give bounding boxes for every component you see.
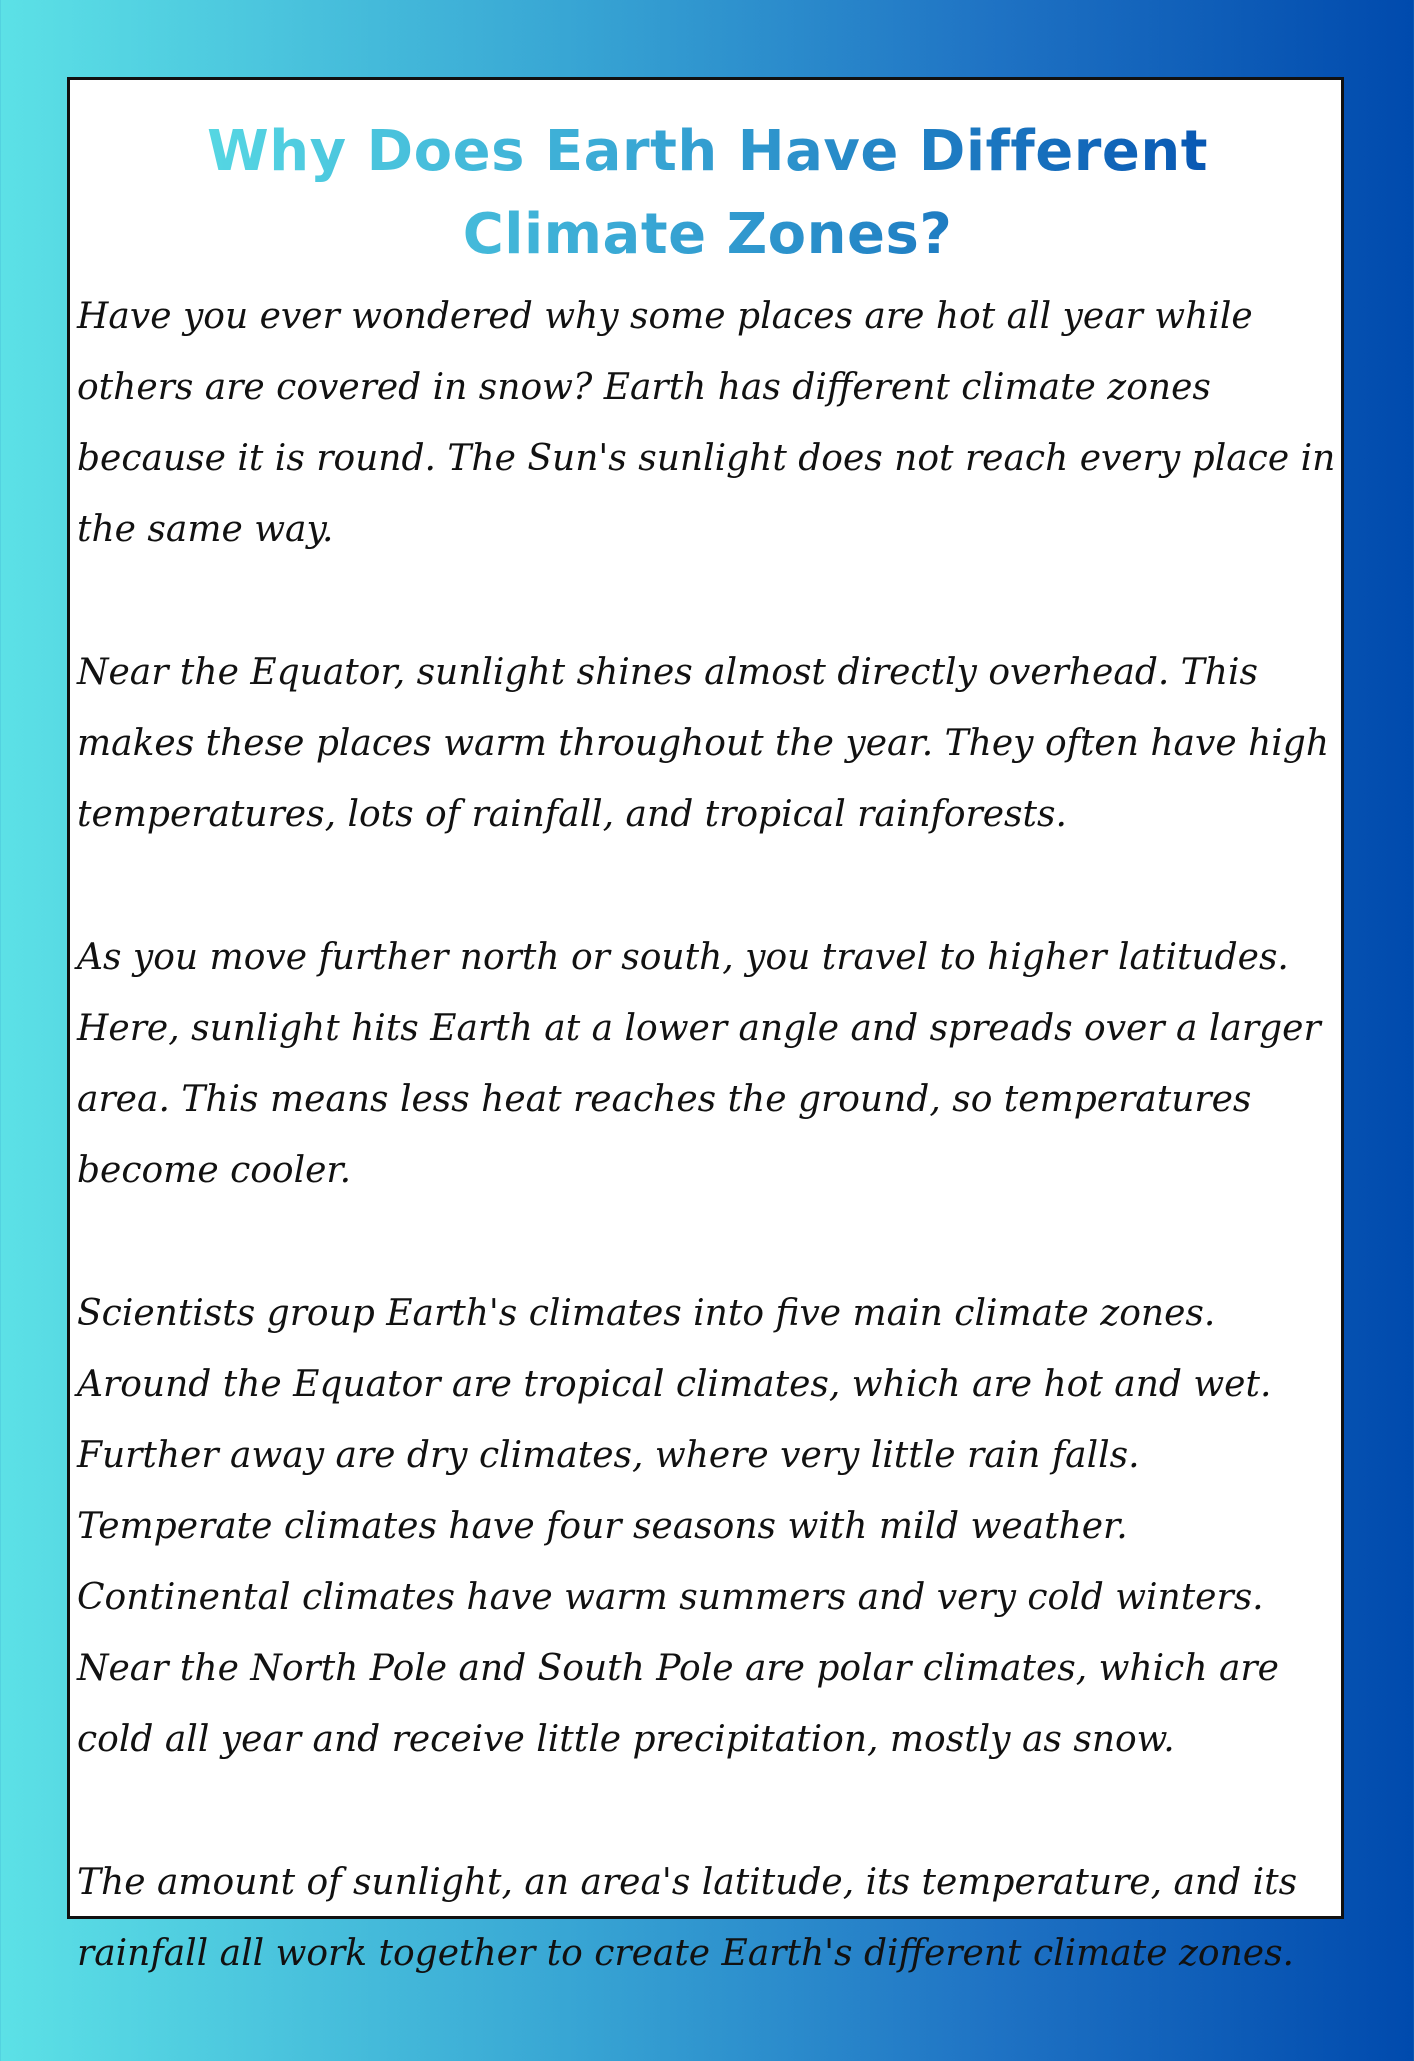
body-paragraph-intro: Have you ever wondered why some places are hot all year while others are covered in snow? Earth has different climate zones because it is round. The Sun's sunlight does not reach every place in the same way.	[77, 296, 1336, 550]
document-body	[77, 281, 1339, 2061]
body-paragraph-climate-zones: Scientists group Earth's climates into five main climate zones. Around the Equator are tropical climates, which are hot and wet. Further away are dry climates, where very little rain falls. Temperate climates have four seasons with mild weather. Continental climates have warm summers and very cold winters. Near the North Pole and South Pole are polar climates, which are cold all year and receive little precipitation, mostly as snow.	[77, 1293, 1279, 1760]
page-title: Why Does Earth Have Different Climate Zones?	[110, 110, 1305, 276]
document-panel	[67, 77, 1344, 1974]
body-paragraph-latitudes: As you move further north or south, you travel to higher latitudes. Here, sunlight hits Earth at a lower angle and spreads over a larger area. This means less heat reaches the ground, so temperatures become cooler.	[77, 937, 1321, 1191]
body-paragraph-conclusion: The amount of sunlight, an area's latitude, its temperature, and its rainfall all work together to create Earth's different climate zones.	[77, 1862, 1298, 1974]
body-paragraph-equator: Near the Equator, sunlight shines almost directly overhead. This makes these places warm throughout the year. They often have high temperatures, lots of rainfall, and tropical rainforests.	[77, 652, 1330, 835]
